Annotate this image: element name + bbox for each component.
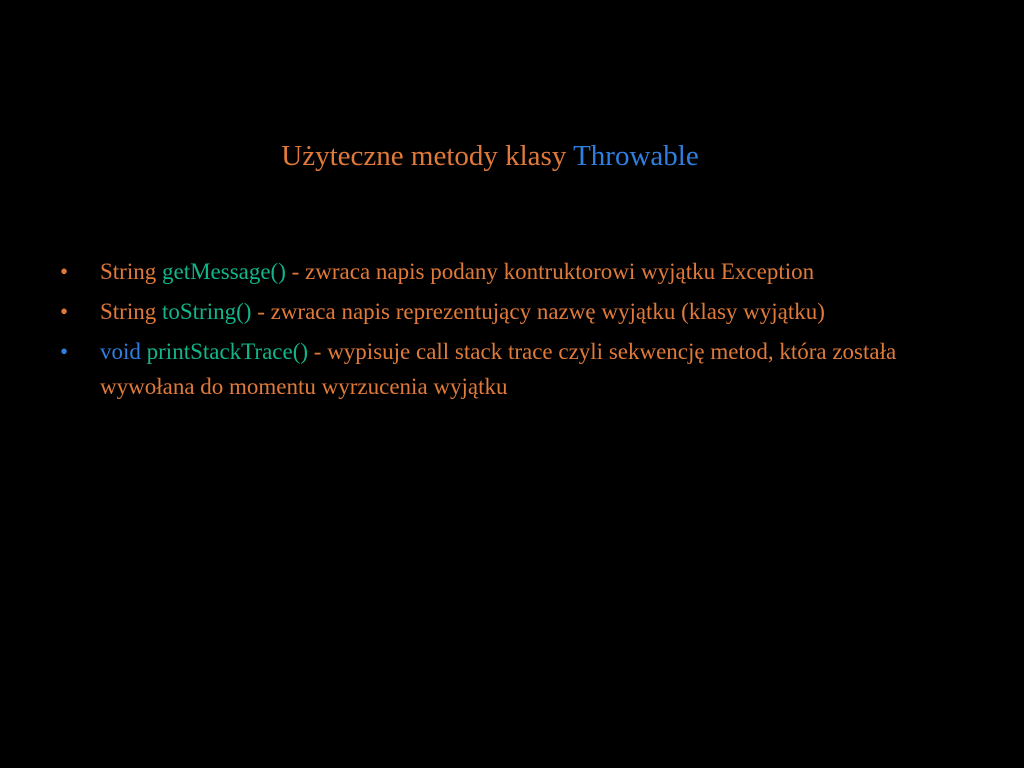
bullet-item-getmessage	[56, 254, 956, 289]
method-name: toString()	[161, 299, 252, 324]
slide-title	[0, 136, 980, 176]
bullet-list	[56, 254, 956, 409]
bullet-point: •	[60, 339, 69, 364]
title-text: Użyteczne metody klasy	[281, 140, 567, 172]
bullet-item-printstacktrace	[56, 334, 956, 404]
title-class-name: Throwable	[573, 140, 699, 172]
method-description: - wypisuje call stack trace czyli sekwencję metod, która została wywołana do momentu wyrzucenia wyjątku	[100, 339, 897, 399]
method-name: printStackTrace()	[146, 339, 309, 364]
return-type: String	[100, 259, 157, 284]
method-name: getMessage()	[161, 259, 286, 284]
return-type: String	[100, 299, 157, 324]
bullet-point: •	[60, 299, 69, 324]
bullet-point: •	[60, 259, 69, 284]
method-description: - zwraca napis podany kontruktorowi wyjątku Exception	[291, 259, 815, 284]
bullet-item-tostring	[56, 294, 956, 329]
return-type: void	[100, 339, 141, 364]
method-description: - zwraca napis reprezentujący nazwę wyjątku (klasy wyjątku)	[257, 299, 825, 324]
